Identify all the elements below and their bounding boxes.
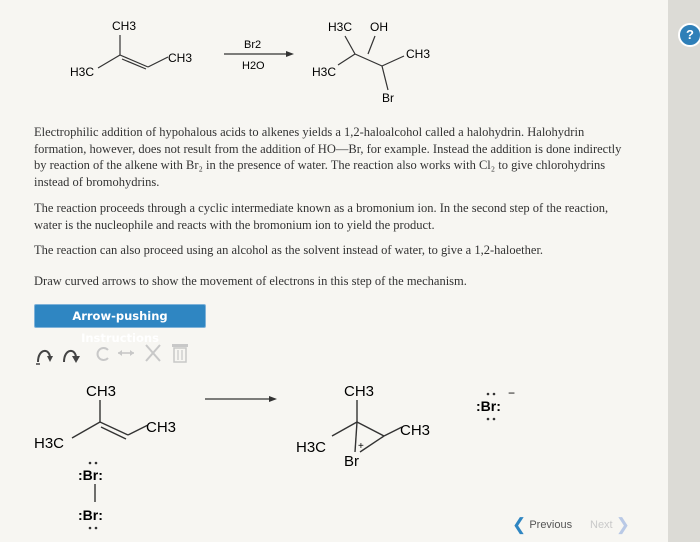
trash-icon[interactable] [168, 338, 192, 368]
intro-paragraph: Electrophilic addition of hypohalous acids to alkenes yields a 1,2-haloalcohol called a halohydrin. Halohydrin formation, however, does not result from the addition of HO—Br, for example. Instead the addition is done indirectly by reaction of the alkene with Br₂ in the presence of water. The reaction also works with Cl₂ to give chlorohydrins instead of bromohydrins. [34, 125, 622, 189]
reactant-alkene [60, 10, 220, 85]
ch3-label: CH3 [146, 419, 177, 436]
h3c-label: H3C [328, 20, 353, 34]
previous-button[interactable] [512, 515, 572, 535]
br-atom[interactable]: Br [344, 453, 359, 470]
br-atom[interactable]: :Br: [78, 467, 103, 483]
curved-arrow-double-icon[interactable] [34, 338, 62, 368]
next-button[interactable] [590, 515, 630, 535]
h3c-label: H3C [70, 65, 95, 79]
chevron-left-icon: ❮ [512, 515, 527, 534]
next-label: Next [590, 519, 613, 531]
previous-label: Previous [529, 519, 573, 531]
h3c-label: H3C [296, 439, 327, 456]
ch3-label: CH3 [168, 51, 193, 65]
bromonium-ion[interactable] [292, 380, 452, 475]
ch3-label: CH3 [112, 19, 137, 33]
mechanism-alkene[interactable] [30, 380, 205, 460]
chevron-right-icon: ❯ [615, 515, 630, 534]
reagent-h2o: H2O [242, 60, 265, 72]
ch3-label: CH3 [86, 383, 117, 400]
product-halohydrin [300, 10, 460, 110]
redo-icon[interactable] [114, 338, 138, 368]
mechanism-reaction-arrow [205, 392, 285, 406]
h3c-label: H3C [312, 65, 337, 79]
mechanism-paragraph: The reaction proceeds through a cyclic intermediate known as a bromonium ion. In the second step of the reaction, water is the nucleophile and reacts with the bromonium ion to yield the product. [34, 201, 609, 232]
undo-icon[interactable] [92, 338, 112, 368]
positive-charge: + [358, 441, 364, 452]
br-atom[interactable]: :Br: [78, 507, 103, 523]
ch3-label: CH3 [344, 383, 375, 400]
reaction-arrow-reagents [222, 36, 302, 76]
curved-arrow-single-icon[interactable] [60, 338, 86, 368]
ch3-label: CH3 [400, 422, 431, 439]
br-atom[interactable]: :Br: [476, 398, 501, 414]
bromide-ion[interactable] [472, 385, 532, 425]
oh-label: OH [370, 20, 388, 34]
haloether-paragraph: The reaction can also proceed using an alcohol as the solvent instead of water, to give a 1,2-haloether. [34, 243, 544, 257]
ch3-label: CH3 [406, 47, 431, 61]
reagent-br2: Br2 [244, 39, 262, 51]
mechanism-br2[interactable] [76, 458, 116, 532]
instruction-paragraph: Draw curved arrows to show the movement of electrons in this step of the mechanism. [34, 274, 467, 288]
help-icon[interactable]: ? [678, 23, 700, 47]
delete-icon[interactable] [142, 338, 164, 368]
arrow-pushing-instructions-button[interactable]: Arrow-pushing Instructions [34, 304, 206, 328]
h3c-label: H3C [34, 435, 65, 452]
drawing-toolbar [34, 338, 204, 368]
negative-charge: − [508, 386, 516, 400]
br-label: Br [382, 91, 394, 105]
right-sidebar [668, 0, 700, 542]
